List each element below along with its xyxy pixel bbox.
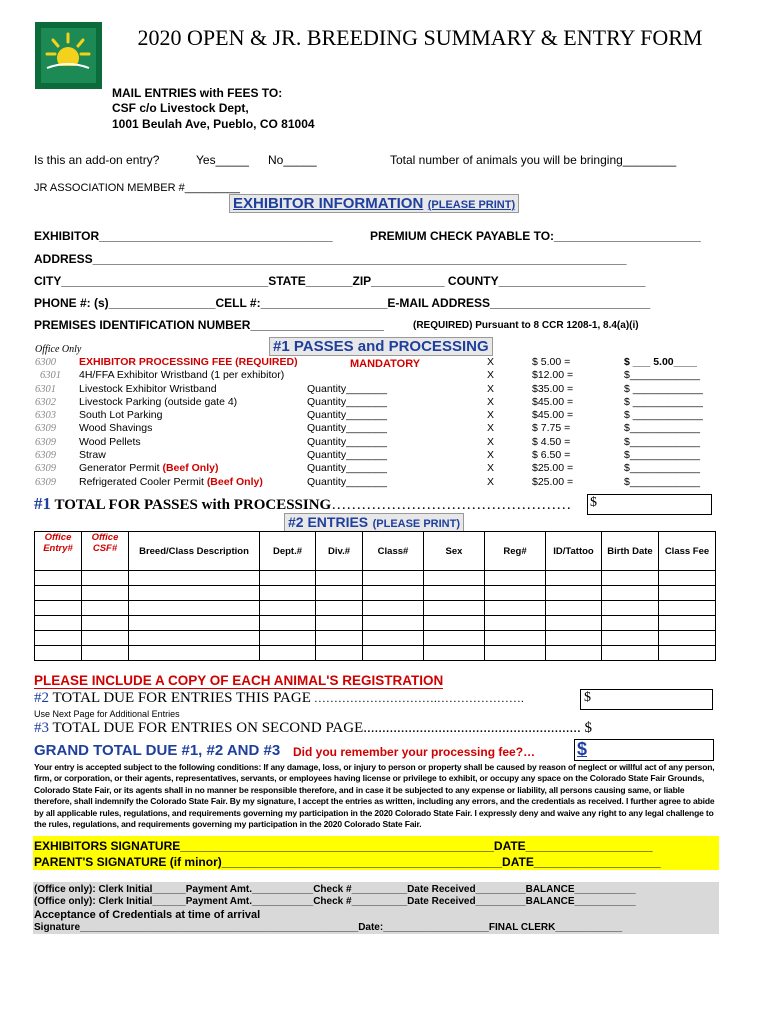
entries-heading-title: #2 ENTRIES <box>288 514 369 530</box>
table-cell[interactable] <box>485 646 546 661</box>
fee-item: Straw <box>79 449 106 462</box>
table-cell[interactable] <box>424 571 485 586</box>
exhibitor-info-note: (PLEASE PRINT) <box>427 199 516 211</box>
fee-item: Livestock Exhibitor Wristband <box>79 382 217 395</box>
column-header: Sex <box>424 532 485 571</box>
table-cell[interactable] <box>485 571 546 586</box>
table-cell[interactable] <box>260 601 316 616</box>
fee-multiply: X <box>487 382 495 395</box>
entries-table <box>34 531 716 661</box>
fee-item: Refrigerated Cooler Permit <box>79 475 207 488</box>
column-header: ID/Tattoo <box>546 532 602 571</box>
table-cell[interactable] <box>424 646 485 661</box>
entries-body <box>35 571 716 661</box>
table-cell[interactable] <box>129 631 260 646</box>
fee-item: Wood Pellets <box>79 435 141 448</box>
entries-total-dollar: $ <box>584 690 591 705</box>
table-cell[interactable] <box>424 586 485 601</box>
table-cell[interactable] <box>363 571 424 586</box>
table-cell[interactable] <box>129 646 260 661</box>
fee-multiply: X <box>487 462 495 475</box>
table-cell[interactable] <box>546 586 602 601</box>
mail-line-2: CSF c/o Livestock Dept, <box>112 101 249 115</box>
grand-total-dollar: $ <box>577 739 588 759</box>
second-page-label: TOTAL DUE FOR ENTRIES ON SECOND PAGE.......................................................... $ <box>49 720 592 736</box>
table-cell[interactable] <box>82 586 129 601</box>
table-row <box>35 631 716 646</box>
grand-total-box[interactable] <box>574 739 714 761</box>
office-signature-line[interactable]: Signature__________________________________________________Date:___________________FINAL CLERK____________ <box>34 922 623 933</box>
fee-price: $ 7.75 = <box>532 422 571 435</box>
table-cell[interactable] <box>659 586 716 601</box>
table-cell[interactable] <box>363 646 424 661</box>
passes-total-dollar: $ <box>590 495 597 510</box>
passes-total-prefix: #1 <box>34 494 51 513</box>
sun-icon <box>35 22 102 89</box>
addon-yes-field[interactable]: Yes_____ <box>196 153 249 167</box>
table-cell[interactable] <box>424 616 485 631</box>
phone-email-field[interactable]: PHONE #: (s)________________CELL #:___________________E-MAIL ADDRESS________________________ <box>34 296 651 310</box>
entries-total-line <box>34 690 524 707</box>
table-cell[interactable] <box>659 631 716 646</box>
next-page-note: Use Next Page for Additional Entries <box>34 709 180 719</box>
entries-heading-note: (PLEASE PRINT) <box>372 518 460 530</box>
column-header: Office CSF# <box>82 532 129 571</box>
city-state-zip-field[interactable]: CITY_______________________________STATE_______ZIP___________ COUNTY______________________ <box>34 274 646 288</box>
fee-total-field[interactable]: $ ____________ <box>624 382 703 395</box>
fee-rows <box>35 356 735 489</box>
table-cell[interactable] <box>35 586 82 601</box>
table-cell[interactable] <box>316 631 363 646</box>
column-header: Birth Date <box>602 532 659 571</box>
table-cell[interactable] <box>363 586 424 601</box>
fee-quantity-field[interactable]: Quantity_______ <box>307 382 387 395</box>
fee-code: 6309 <box>35 450 56 462</box>
table-cell[interactable] <box>316 616 363 631</box>
table-cell[interactable] <box>316 571 363 586</box>
table-cell[interactable] <box>35 601 82 616</box>
passes-heading <box>269 338 493 356</box>
fee-item: Wood Shavings <box>79 422 153 435</box>
table-cell[interactable] <box>424 601 485 616</box>
entries-heading-box <box>284 513 464 532</box>
fee-quantity-field[interactable]: Quantity_______ <box>307 475 387 488</box>
fee-total-field[interactable]: $ ____________ <box>624 395 703 408</box>
fee-total-field[interactable]: $____________ <box>624 435 700 448</box>
table-cell[interactable] <box>485 616 546 631</box>
fee-item: EXHIBITOR PROCESSING FEE (REQUIRED) <box>79 356 298 368</box>
fee-row <box>35 396 735 409</box>
table-cell[interactable] <box>82 601 129 616</box>
passes-total-label: TOTAL FOR PASSES with PROCESSING <box>51 497 332 513</box>
entries-header-row <box>35 532 716 571</box>
addon-no-field[interactable]: No_____ <box>268 153 317 167</box>
address-field[interactable]: ADDRESS________________________________________________________________________________ <box>34 252 627 266</box>
entries-heading <box>284 514 464 532</box>
column-header: Class# <box>363 532 424 571</box>
fee-total-field[interactable]: $ ____________ <box>624 409 703 422</box>
exhibitor-info-heading <box>229 195 519 213</box>
table-cell[interactable] <box>316 601 363 616</box>
table-cell[interactable] <box>546 631 602 646</box>
table-cell[interactable] <box>82 631 129 646</box>
table-row <box>35 601 716 616</box>
table-cell[interactable] <box>35 646 82 661</box>
fee-multiply: X <box>487 422 495 435</box>
fee-quantity-field[interactable]: Quantity_______ <box>307 422 387 435</box>
fee-price: $25.00 = <box>532 462 574 475</box>
fee-quantity-field[interactable]: Quantity_______ <box>307 449 387 462</box>
second-page-prefix: #3 <box>34 720 49 736</box>
fee-total-field[interactable]: $____________ <box>624 449 700 462</box>
table-row <box>35 571 716 586</box>
table-cell[interactable] <box>424 631 485 646</box>
table-cell[interactable] <box>129 601 260 616</box>
table-cell[interactable] <box>129 571 260 586</box>
fee-quantity-field[interactable]: Quantity_______ <box>307 409 387 422</box>
fee-price: $ 6.50 = <box>532 449 571 462</box>
column-header: Class Fee <box>659 532 716 571</box>
table-cell[interactable] <box>129 616 260 631</box>
table-row <box>35 586 716 601</box>
fee-item: Livestock Parking (outside gate 4) <box>79 395 238 408</box>
passes-heading-box <box>269 337 493 356</box>
table-cell[interactable] <box>659 646 716 661</box>
page-title: 2020 OPEN & JR. BREEDING SUMMARY & ENTRY FORM <box>137 25 703 50</box>
fee-multiply: X <box>487 395 495 408</box>
fee-multiply: X <box>487 435 495 448</box>
entries-total-dots: ………………………….…………………. <box>310 691 524 705</box>
table-cell[interactable] <box>602 571 659 586</box>
fee-quantity-field[interactable]: Quantity_______ <box>307 435 387 448</box>
table-cell[interactable] <box>363 631 424 646</box>
grand-total-label: GRAND TOTAL DUE #1, #2 AND #3 <box>34 742 281 759</box>
credentials-acceptance: Acceptance of Credentials at time of arrival <box>34 909 261 921</box>
fee-code: 6303 <box>35 410 56 422</box>
exhibitor-signature-field[interactable]: EXHIBITORS SIGNATURE_______________________________________________DATE___________________ <box>34 839 653 853</box>
fee-multiply: X <box>487 356 495 368</box>
office-only-label: Office Only <box>35 344 82 355</box>
table-cell[interactable] <box>82 616 129 631</box>
fee-quantity-field[interactable]: Quantity_______ <box>307 395 387 408</box>
fee-code: 6309 <box>35 476 56 488</box>
table-cell[interactable] <box>546 646 602 661</box>
fee-code: 6300 <box>35 357 56 368</box>
fee-item-wrap <box>79 462 218 475</box>
fee-total-field[interactable]: $____________ <box>624 462 700 475</box>
table-cell[interactable] <box>659 601 716 616</box>
table-cell[interactable] <box>260 646 316 661</box>
fee-price: $ 5.00 = <box>532 356 571 368</box>
fee-code: 6301 <box>40 370 61 382</box>
office-line-1[interactable]: (Office only): Clerk Initial______Payment Amt.___________Check #__________Date Received_________BALANCE___________ <box>34 884 636 895</box>
parent-signature-field[interactable]: PARENT'S SIGNATURE (if minor)__________________________________________DATE___________________ <box>34 855 661 869</box>
fee-multiply: X <box>487 409 495 422</box>
mail-heading: MAIL ENTRIES with FEES TO: <box>112 86 283 100</box>
fee-code: 6309 <box>35 463 56 475</box>
exhibitor-info-box <box>229 194 519 213</box>
fee-total-field[interactable]: $____________ <box>624 422 700 435</box>
fee-row <box>35 383 735 396</box>
fee-price: $ 4.50 = <box>532 435 571 448</box>
mandatory-label: MANDATORY <box>350 358 421 370</box>
passes-total-box[interactable] <box>587 494 712 515</box>
fee-price: $25.00 = <box>532 475 574 488</box>
legal-conditions: Your entry is accepted subject to the following conditions: If any damage, loss, or injury to person or property shall be caused by reason of neglect or willful act of any person, firm, or corporation, or their agents, representatives, servants, or employees having license or privilege to exhibit, or occupy any space on the Colorado State Fair Grounds, Colorado State Fair, or its agents shall in no manner be responsible therefore, and in case it be subjected to any expense or liability, all persons causing same, or liable therefore, shall indemnify the Colorado State Fair. By my signature, I accept the entries as written, including any errors, and the credentials as received. I further agree to abide by all applicable rules, regulations, and requirements governing my participation in the 2020 Colorado State Fair. I expressly deny and waive any right to any legal challenge to the rules, regulations, and requirements governing my participation in the 2020 Colorado State Fair. <box>34 762 715 830</box>
fee-multiply: X <box>487 369 495 382</box>
fee-code: 6309 <box>35 423 56 435</box>
exhibitor-info-title: EXHIBITOR INFORMATION <box>233 195 424 212</box>
table-cell[interactable] <box>546 601 602 616</box>
table-cell[interactable] <box>485 601 546 616</box>
premises-id-field[interactable]: PREMISES IDENTIFICATION NUMBER____________________ <box>34 318 384 332</box>
fee-price: $12.00 = <box>532 369 574 382</box>
fee-price: $45.00 = <box>532 395 574 408</box>
office-line-2[interactable]: (Office only): Clerk Initial______Payment Amt.___________Check #__________Date Received_________BALANCE___________ <box>34 896 636 907</box>
total-animals-field[interactable]: Total number of animals you will be bringing________ <box>390 153 677 167</box>
column-header: Dept.# <box>260 532 316 571</box>
fee-item: Generator Permit <box>79 462 163 475</box>
passes-total-dots: ………………………………………… <box>331 497 572 513</box>
fee-multiply: X <box>487 475 495 488</box>
fee-row <box>35 356 735 369</box>
fee-item: 4H/FFA Exhibitor Wristband (1 per exhibitor) <box>79 369 285 382</box>
fee-multiply: X <box>487 449 495 462</box>
column-header: Div.# <box>316 532 363 571</box>
entries-total-prefix: #2 <box>34 690 49 706</box>
table-cell[interactable] <box>260 631 316 646</box>
premises-required-note: (REQUIRED) Pursuant to 8 CCR 1208-1, 8.4(a)(i) <box>413 320 639 331</box>
column-header: Office Entry# <box>35 532 82 571</box>
table-cell[interactable] <box>659 616 716 631</box>
fee-code: 6301 <box>35 383 56 395</box>
table-cell[interactable] <box>129 586 260 601</box>
second-page-total-line <box>34 720 592 737</box>
fee-item: South Lot Parking <box>79 409 163 422</box>
passes-heading-title: #1 PASSES and PROCESSING <box>273 338 489 355</box>
fee-total-field[interactable]: $____________ <box>624 475 700 488</box>
table-cell[interactable] <box>602 646 659 661</box>
include-registration-text: PLEASE INCLUDE A COPY OF EACH ANIMAL'S REGISTRATION <box>34 673 444 688</box>
table-cell[interactable] <box>546 571 602 586</box>
colorado-state-fair-logo <box>35 22 102 89</box>
column-header: Reg# <box>485 532 546 571</box>
fee-row <box>35 462 735 475</box>
entries-total-label: TOTAL DUE FOR ENTRIES THIS PAGE <box>49 690 311 706</box>
fee-code: 6309 <box>35 436 56 448</box>
table-cell[interactable] <box>659 571 716 586</box>
table-cell[interactable] <box>82 646 129 661</box>
table-cell[interactable] <box>316 586 363 601</box>
fee-code: 6302 <box>35 396 56 408</box>
table-cell[interactable] <box>260 571 316 586</box>
table-cell[interactable] <box>82 571 129 586</box>
table-cell[interactable] <box>35 631 82 646</box>
table-row <box>35 616 716 631</box>
table-cell[interactable] <box>35 571 82 586</box>
exhibitor-field[interactable]: EXHIBITOR___________________________________ <box>34 229 333 243</box>
passes-total-line <box>34 494 571 514</box>
fee-item-beef-only: (Beef Only) <box>162 462 219 475</box>
fee-item-wrap <box>79 476 263 489</box>
entries-total-box[interactable] <box>580 689 713 710</box>
table-cell[interactable] <box>602 586 659 601</box>
fee-row <box>35 409 735 422</box>
addon-question: Is this an add-on entry? <box>34 153 160 167</box>
fee-row <box>35 449 735 462</box>
fee-row <box>35 369 735 382</box>
table-cell[interactable] <box>546 616 602 631</box>
fee-total-field[interactable]: $ ___ 5.00____ <box>624 356 697 368</box>
column-header: Breed/Class Description <box>129 532 260 571</box>
table-cell[interactable] <box>316 646 363 661</box>
table-row <box>35 646 716 661</box>
table-cell[interactable] <box>363 616 424 631</box>
table-cell[interactable] <box>602 601 659 616</box>
table-cell[interactable] <box>485 586 546 601</box>
premium-check-field[interactable]: PREMIUM CHECK PAYABLE TO:______________________ <box>370 229 701 243</box>
table-cell[interactable] <box>602 616 659 631</box>
mail-line-3: 1001 Beulah Ave, Pueblo, CO 81004 <box>112 117 315 131</box>
include-registration-note <box>34 673 443 688</box>
table-cell[interactable] <box>260 586 316 601</box>
fee-row <box>35 422 735 435</box>
table-cell[interactable] <box>35 616 82 631</box>
grand-total-question: Did you remember your processing fee?… <box>293 745 536 759</box>
fee-price: $35.00 = <box>532 382 574 395</box>
table-cell[interactable] <box>363 601 424 616</box>
fee-price: $45.00 = <box>532 409 574 422</box>
fee-quantity-field[interactable]: Quantity_______ <box>307 462 387 475</box>
fee-row <box>35 436 735 449</box>
jr-member-field[interactable]: JR ASSOCIATION MEMBER #_________ <box>34 182 240 194</box>
fee-item-beef-only: (Beef Only) <box>206 475 263 488</box>
table-cell[interactable] <box>602 631 659 646</box>
table-cell[interactable] <box>485 631 546 646</box>
fee-row <box>35 476 735 489</box>
table-cell[interactable] <box>260 616 316 631</box>
fee-total-field[interactable]: $____________ <box>624 369 700 382</box>
